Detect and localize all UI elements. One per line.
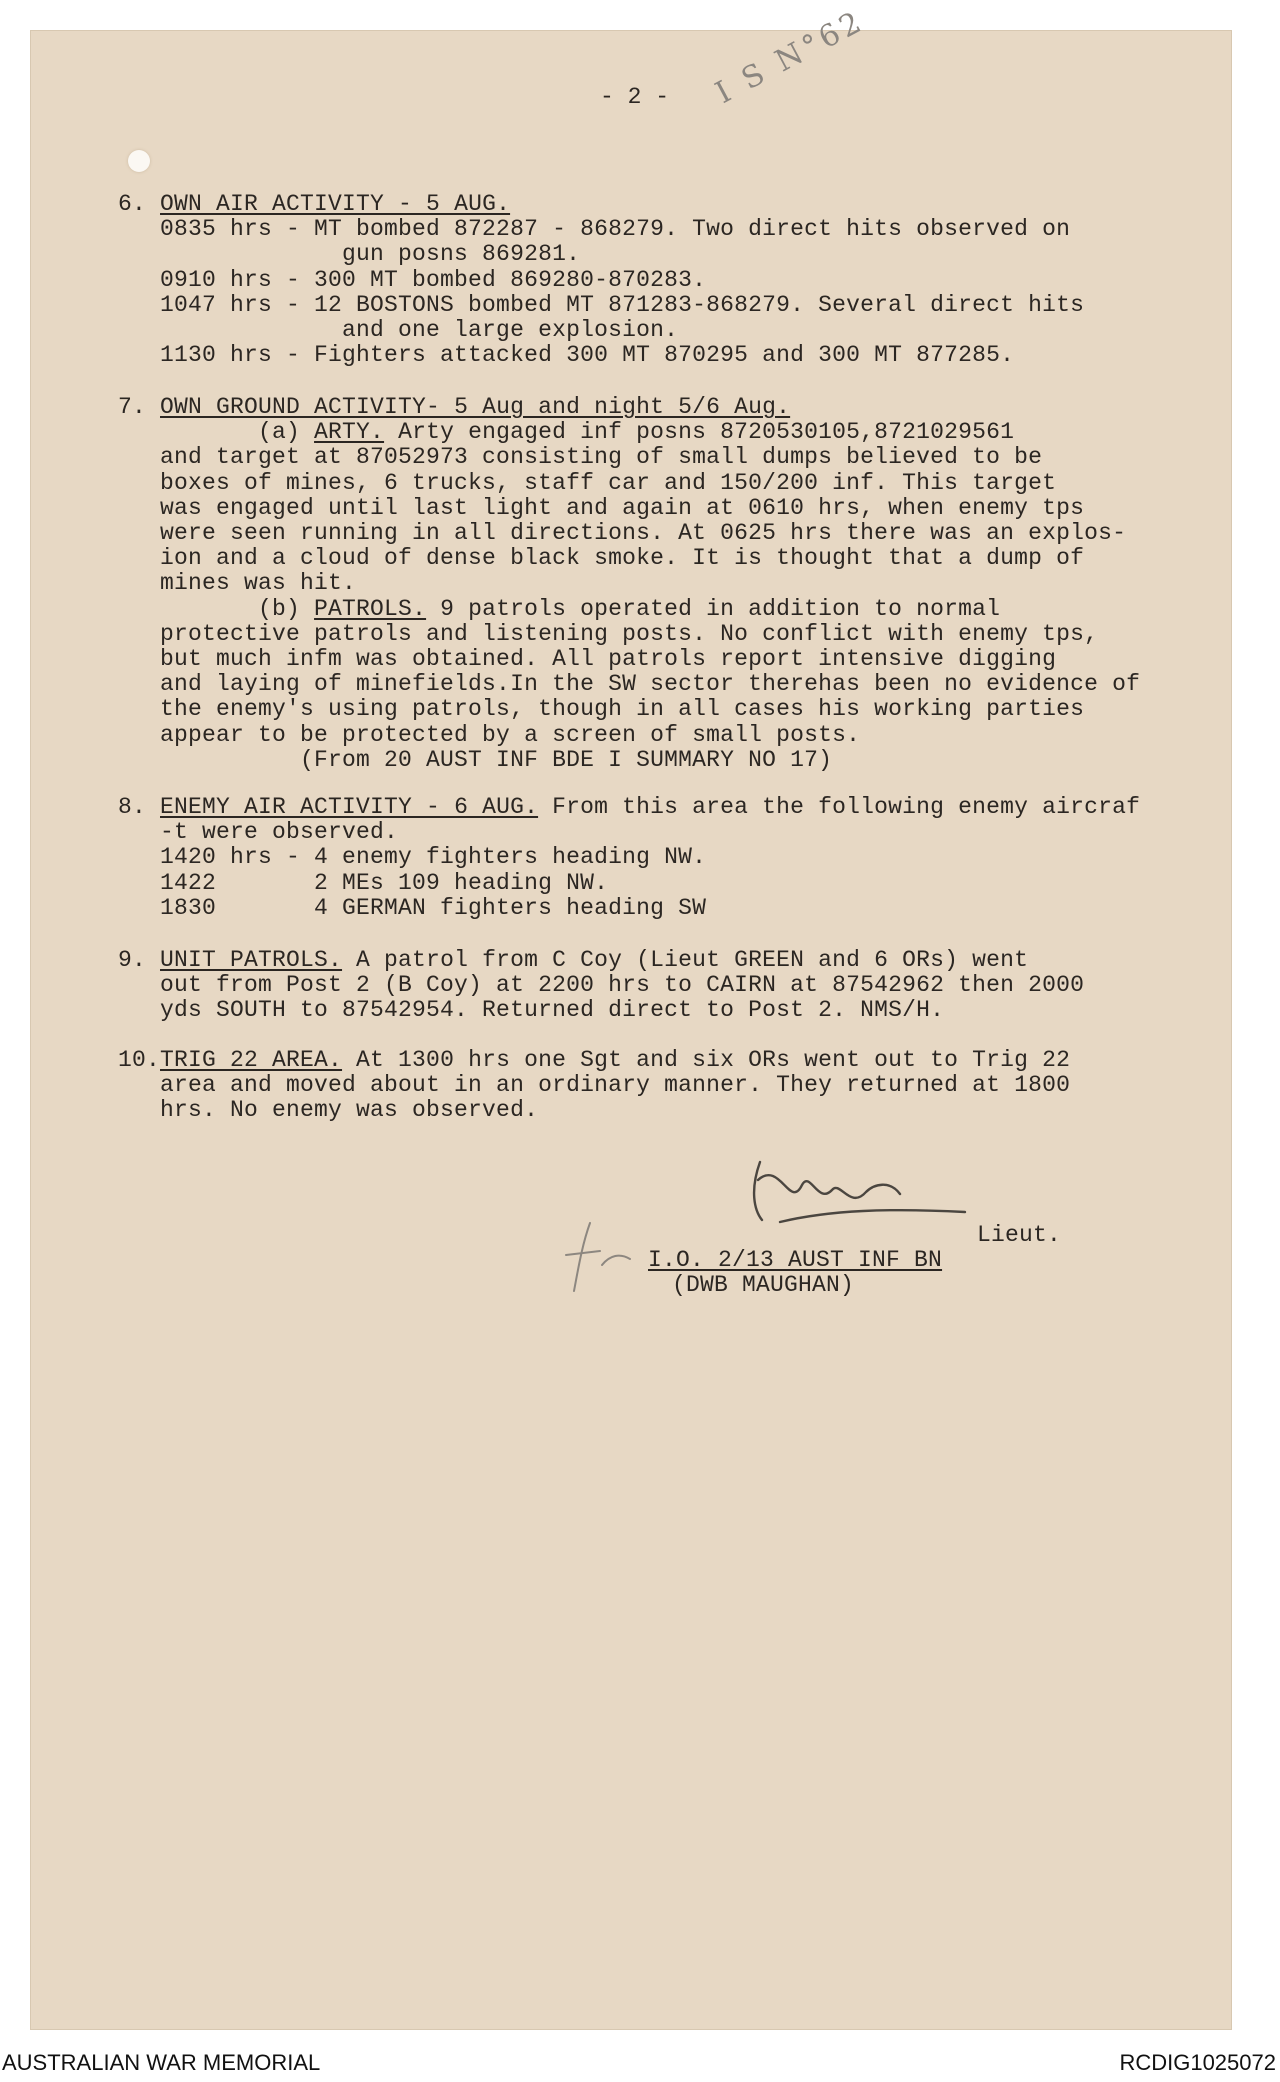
line-text: 0910 hrs - 300 MT bombed 869280-870283. xyxy=(118,266,707,293)
line-text: 7. xyxy=(118,394,161,420)
line-text: 10. xyxy=(118,1047,161,1073)
signature-rank: Lieut. xyxy=(977,1222,1062,1248)
document-line xyxy=(118,1048,1070,1073)
document-line xyxy=(118,1073,1070,1098)
line-text: protective patrols and listening posts. No conflict with enemy tps, xyxy=(118,620,1099,647)
line-text: hrs. No enemy was observed. xyxy=(118,1097,539,1124)
line-text: A patrol from C Coy (Lieut GREEN and 6 ORs) went xyxy=(342,947,1029,973)
line-text: 9. xyxy=(118,947,161,973)
document-line xyxy=(118,896,706,921)
document-line xyxy=(118,1098,538,1123)
line-text: gun posns 869281. xyxy=(118,241,581,268)
signature-name: (DWB MAUGHAN) xyxy=(672,1272,855,1298)
section-heading: UNIT PATROLS. xyxy=(160,947,343,973)
line-text: 1422 2 MEs 109 heading NW. xyxy=(118,869,609,896)
page-number: - 2 - xyxy=(600,84,670,110)
line-text: 0835 hrs - MT bombed 872287 - 868279. Two direct hits observed on xyxy=(118,216,1071,243)
document-line xyxy=(118,318,678,343)
line-text: At 1300 hrs one Sgt and six ORs went out to Trig 22 xyxy=(342,1047,1071,1073)
document-line xyxy=(118,998,944,1023)
line-text: was engaged until last light and again at 0610 hrs, when enemy tps xyxy=(118,494,1085,521)
pencil-for-mark xyxy=(560,1215,640,1295)
line-text: 9 patrols operated in addition to normal xyxy=(426,595,1001,622)
document-line xyxy=(118,820,398,845)
line-text: 1420 hrs - 4 enemy fighters heading NW. xyxy=(118,844,707,871)
document-line xyxy=(118,597,1000,622)
line-text: 1830 4 GERMAN fighters heading SW xyxy=(118,894,707,921)
footer-source: AUSTRALIAN WAR MEMORIAL xyxy=(2,2050,321,2075)
document-line xyxy=(118,697,1084,722)
line-text: area and moved about in an ordinary manner. They returned at 1800 xyxy=(118,1072,1071,1099)
footer-id: RCDIG1025072 xyxy=(1119,2050,1276,2075)
line-text: out from Post 2 (B Coy) at 2200 hrs to CAIRN at 87542962 then 2000 xyxy=(118,972,1085,999)
document-line xyxy=(118,242,580,267)
document-line xyxy=(118,672,1140,697)
line-text: yds SOUTH to 87542954. Returned direct to Post 2. NMS/H. xyxy=(118,997,945,1024)
document-line xyxy=(118,795,1140,820)
document-line xyxy=(118,420,1014,445)
line-text: 8. xyxy=(118,794,161,820)
pencil-annotation: I S N°62 xyxy=(710,3,871,111)
line-text: mines was hit. xyxy=(118,570,357,597)
line-text: appear to be protected by a screen of small posts. xyxy=(118,721,861,748)
line-text: 1047 hrs - 12 BOSTONS bombed MT 871283-868279. Several direct hits xyxy=(118,291,1085,318)
document-line xyxy=(118,571,356,596)
section-heading: PATROLS. xyxy=(314,595,427,622)
line-text: (From 20 AUST INF BDE I SUMMARY NO 17) xyxy=(118,746,833,773)
line-text: -t were observed. xyxy=(118,819,399,846)
document-line xyxy=(118,647,1056,672)
document-line xyxy=(118,546,1084,571)
line-text: and laying of minefields.In the SW sector therehas been no evidence of xyxy=(118,671,1141,698)
document-line xyxy=(118,471,1056,496)
signature-appointment: I.O. 2/13 AUST INF BN xyxy=(648,1247,943,1273)
line-text: (b) xyxy=(118,595,315,622)
line-text: (a) xyxy=(118,419,315,446)
line-text: ion and a cloud of dense black smoke. It is thought that a dump of xyxy=(118,545,1085,572)
document-line xyxy=(118,496,1084,521)
signature-scribble xyxy=(740,1150,970,1230)
document-line xyxy=(118,268,706,293)
document-line xyxy=(118,293,1084,318)
line-text: From this area the following enemy aircraf xyxy=(538,794,1141,820)
line-text: 6. xyxy=(118,191,161,217)
document-line xyxy=(118,622,1098,647)
document-line xyxy=(118,395,790,420)
line-text: and target at 87052973 consisting of small dumps believed to be xyxy=(118,444,1043,471)
line-text: but much infm was obtained. All patrols report intensive digging xyxy=(118,646,1057,672)
document-line xyxy=(118,748,832,773)
line-text: and one large explosion. xyxy=(118,317,679,343)
document-line xyxy=(118,948,1028,973)
line-text: Arty engaged inf posns 8720530105,8721029561 xyxy=(384,419,1015,446)
line-text: the enemy's using patrols, though in all cases his working parties xyxy=(118,696,1085,723)
line-text: 1130 hrs - Fighters attacked 300 MT 870295 and 300 MT 877285. xyxy=(118,342,1015,369)
document-line xyxy=(118,845,706,870)
document-line xyxy=(118,192,510,217)
section-heading: OWN AIR ACTIVITY - 5 AUG. xyxy=(160,191,511,217)
document-line xyxy=(118,973,1084,998)
document-line xyxy=(118,871,608,896)
line-text: boxes of mines, 6 trucks, staff car and 150/200 inf. This target xyxy=(118,469,1057,496)
document-line xyxy=(118,723,860,748)
section-heading: ENEMY AIR ACTIVITY - 6 AUG. xyxy=(160,794,539,820)
document-line xyxy=(118,445,1042,470)
section-heading: TRIG 22 AREA. xyxy=(160,1047,343,1073)
section-heading: ARTY. xyxy=(314,419,385,446)
document-line xyxy=(118,343,1014,368)
document-line xyxy=(118,521,1126,546)
document-line xyxy=(118,217,1070,242)
line-text: were seen running in all directions. At 0625 hrs there was an explos- xyxy=(118,520,1127,546)
section-heading: OWN GROUND ACTIVITY- 5 Aug and night 5/6 Aug. xyxy=(160,394,791,420)
